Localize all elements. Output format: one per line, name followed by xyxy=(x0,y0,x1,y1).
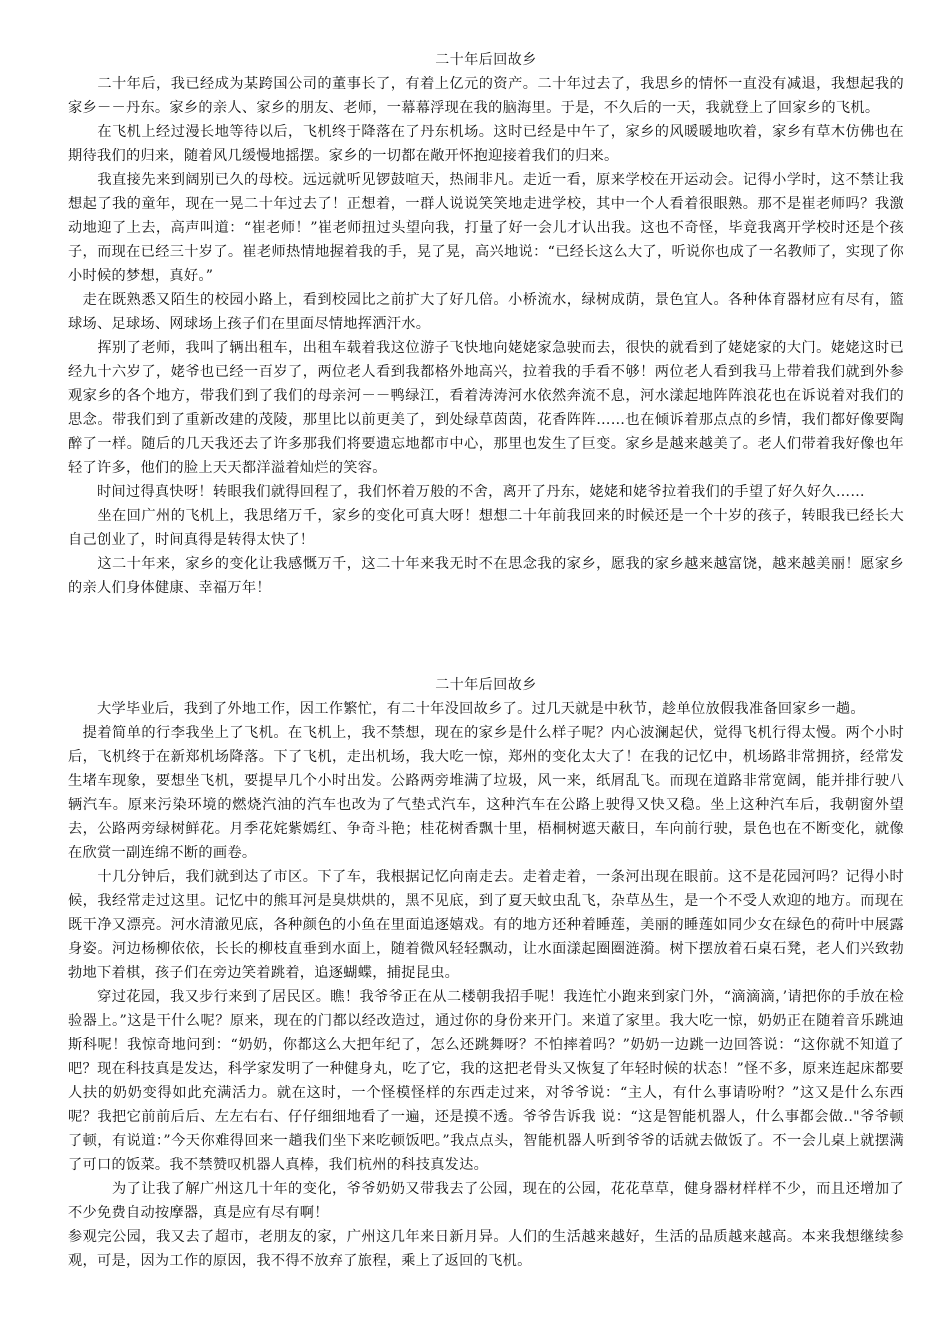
essay-1 xyxy=(68,50,904,600)
essay-1-paragraph: 我直接先来到阔别已久的母校。远远就听见锣鼓喧天，热闹非凡。走近一看，原来学校在开运动会。记得小学时，这不禁让我想起了我的童年，现在一晃二十年过去了！正想着，一群人说说笑笑地走进学校，其中一个人看着很眼熟。那不是崔老师吗？我激动地迎了上去，高声叫道：“崔老师！”崔老师扭过头望向我，打量了好一会儿才认出我。这也不奇怪，毕竟我离开学校时还是个孩子，而现在已经三十岁了。崔老师热情地握着我的手，晃了晃，高兴地说：“已经长这么大了，听说你也成了一名教师了，实现了你小时候的梦想，真好。” xyxy=(68,172,904,284)
essay-2-paragraph: 十几分钟后，我们就到达了市区。下了车，我根据记忆向南走去。走着走着，一条河出现在眼前。这不是花园河吗？记得小时候，我经常走过这里。记忆中的熊耳河是臭烘烘的，黑不见底，到了夏天蚊虫乱飞，杂草丛生，是一个不受人欢迎的地方。而现在既干净又漂亮。河水清澈见底，各种颜色的小鱼在里面追逐嬉戏。有的地方还种着睡莲，美丽的睡莲如同少女在绿色的荷叶中展露身姿。河边杨柳依依，长长的柳枝直垂到水面上，随着微风轻轻飘动，让水面漾起圈圈涟漪。树下摆放着石桌石凳，老人们兴致勃勃地下着棋，孩子们在旁边笑着跳着，追逐蝴蝶，捕捉昆虫。 xyxy=(68,869,904,981)
essay-1-paragraph: 时间过得真快呀！转眼我们就得回程了，我们怀着万般的不舍，离开了丹东，姥姥和姥爷拉着我们的手望了好久好久…… xyxy=(68,484,865,500)
essay-2-paragraph: 为了让我了解广州这几十年的变化，爷爷奶奶又带我去了公园，现在的公园，花花草草，健身器材样样不少，而且还增加了不少免费自动按摩器，真是应有尽有啊！ xyxy=(68,1181,904,1221)
essay-1-title: 二十年后回故乡 xyxy=(435,52,537,68)
essay-1-paragraph: 这二十年来，家乡的变化让我感慨万千，这二十年来我无时不在思念我的家乡，愿我的家乡越来越富饶，越来越美丽！愿家乡的亲人们身体健康、幸福万年！ xyxy=(68,556,904,596)
essay-2-title: 二十年后回故乡 xyxy=(435,677,537,693)
essay-2 xyxy=(68,675,904,1273)
essay-2-paragraph: 提着简单的行李我坐上了飞机。在飞机上，我不禁想，现在的家乡是什么样子呢？内心波澜起伏，觉得飞机行得太慢。两个小时后，飞机终于在新郑机场降落。下了飞机，走出机场，我大吃一惊，郑州的变化太大了！在我的记忆中，机场路非常拥挤，经常发生堵车现象，要想坐飞机，要提早几个小时出发。公路两旁堆满了垃圾，风一来，纸屑乱飞。而现在道路非常宽阔，能并排行驶八辆汽车。原来污染环境的燃烧汽油的汽车也改为了气垫式汽车，这种汽车在公路上驶得又快又稳。坐上这种汽车后，我朝窗外望去，公路两旁绿树鲜花。月季花姹紫嫣红、争奇斗艳；桂花树香飘十里，梧桐树遮天蔽日，车向前行驶，景色也在不断变化，就像在欣赏一副连绵不断的画卷。 xyxy=(68,725,904,861)
essay-1-paragraph: 走在既熟悉又陌生的校园小路上，看到校园比之前扩大了好几倍。小桥流水，绿树成荫，景色宜人。各种体育器材应有尽有，篮球场、足球场、网球场上孩子们在里面尽情地挥洒汗水。 xyxy=(68,292,904,332)
essay-1-paragraph: 挥别了老师，我叫了辆出租车，出租车载着我这位游子飞快地向姥姥家急驶而去，很快的就看到了姥姥家的大门。姥姥这时已经九十六岁了，姥爷也已经一百岁了，两位老人看到我都格外地高兴，拉着我的手看不够！两位老人看到我马上带着我们就到外参观家乡的各个地方，带我们到了我们的母亲河－－鸭绿江，看着涛涛河水依然奔流不息，河水漾起地阵阵浪花也在诉说着对我们的思念。带我们到了重新改建的茂陵，那里比以前更美了，到处绿草茵茵，花香阵阵……也在倾诉着那点点的乡情，我们都好像要陶醉了一样。随后的几天我还去了许多那我们将要遗忘地都市中心，那里也发生了巨变。家乡是越来越美了。老人们带着我好像也年轻了许多，他们的脸上天天都洋溢着灿烂的笑容。 xyxy=(68,340,904,476)
essay-2-paragraph: 参观完公园，我又去了超市，老朋友的家，广州这几年来日新月异。人们的生活越来越好，生活的品质越来越高。本来我想继续参观，可是，因为工作的原因，我不得不放弃了旅程，乘上了返回的飞机。 xyxy=(68,1229,904,1269)
essay-2-paragraph: 大学毕业后，我到了外地工作，因工作繁忙，有二十年没回故乡了。过几天就是中秋节，趁单位放假我准备回家乡一趟。 xyxy=(68,701,865,717)
essay-1-paragraph: 二十年后，我已经成为某跨国公司的董事长了，有着上亿元的资产。二十年过去了，我思乡的情怀一直没有减退，我想起我的家乡－－丹东。家乡的亲人、家乡的朋友、老师，一幕幕浮现在我的脑海里。于是，不久后的一天，我就登上了回家乡的飞机。 xyxy=(68,76,904,116)
essay-1-paragraph: 坐在回广州的飞机上，我思绪万千，家乡的变化可真大呀！想想二十年前我回来的时候还是一个十岁的孩子，转眼我已经长大自己创业了，时间真得是转得太快了！ xyxy=(68,508,904,548)
essay-1-paragraph: 在飞机上经过漫长地等待以后，飞机终于降落在了丹东机场。这时已经是中午了，家乡的风暖暖地吹着，家乡有草木仿佛也在期待我们的归来，随着风几缓慢地摇摆。家乡的一切都在敞开怀抱迎接着我们的归来。 xyxy=(68,124,904,164)
essay-2-paragraph: 穿过花园，我又步行来到了居民区。瞧！我爷爷正在从二楼朝我招手呢！我连忙小跑来到家门外，“滴滴滴，’请把你的手放在检验器上。”这是干什么呢？原来，现在的门都以经改造过，通过你的身份来开门。来道了家里。我大吃一惊，奶奶正在随着音乐跳迪斯科呢！我惊奇地问到：“奶奶，你都这么大把年纪了，怎么还跳舞呀？不怕摔着吗？”奶奶一边跳一边回答说：“这你就不知道了吧？现在科技真是发达，科学家发明了一种健身丸，吃了它，我的这把老骨头又恢复了年轻时候的状态！”怪不多，原来连起床都要人扶的奶奶变得如此充满活力。就在这时，一个怪模怪样的东西走过来，对爷爷说：“主人，有什么事请吩咐？”这又是什么东西呢？我把它前前后后、左左右右、仔仔细细地看了一遍，还是摸不透。爷爷告诉我 说：“这是智能机器人，什么事都会做.."爷爷顿了顿，有说道：”今天你难得回来一趟我们坐下来吃顿饭吧。”我点点头，智能机器人听到爷爷的话就去做饭了。不一会儿桌上就摆满了可口的饭菜。我不禁赞叹机器人真棒，我们杭州的科技真发达。 xyxy=(68,989,904,1173)
